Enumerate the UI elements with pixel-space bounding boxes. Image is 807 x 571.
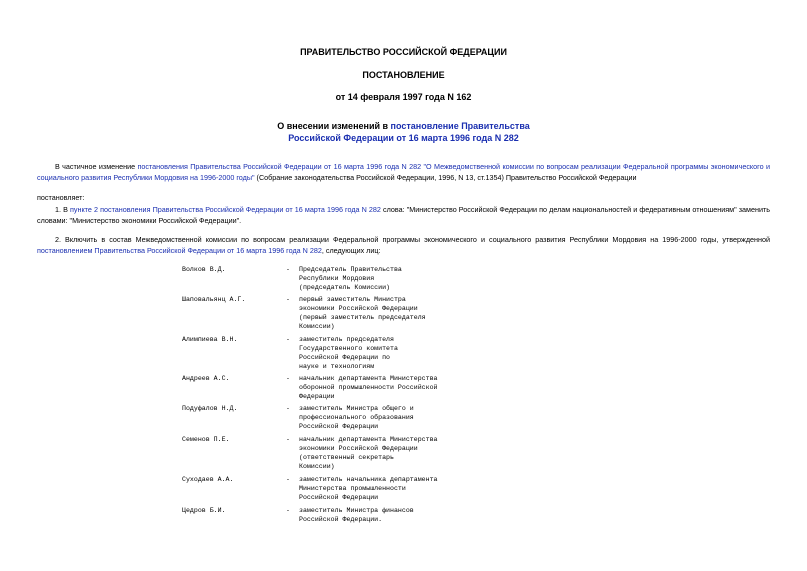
position-line: заместитель начальника департамента <box>299 476 438 483</box>
item-2-text-start: 2. Включить в состав Межведомственной комиссии по вопросам реализации Федеральной программы экономического и социального развития Республики Мордовия на 1996-2000 годы, утвержденной <box>55 235 770 244</box>
document-title-prefix: О внесении изменений в <box>277 121 391 131</box>
member-name: Подуфалов Н.Д. <box>182 405 238 412</box>
preamble-paragraph <box>37 162 770 183</box>
position-line: Российской Федерации по <box>299 353 391 361</box>
document-type: ПОСТАНОВЛЕНИЕ <box>362 70 445 80</box>
position-line: (первый заместитель председателя <box>299 313 426 321</box>
position-line: Комиссии) <box>299 322 335 330</box>
position-line: оборонной промышленности Российской <box>299 383 438 391</box>
position-line: первый заместитель Министра <box>299 296 406 303</box>
item-1-text-start: 1. В <box>55 205 70 214</box>
member-name: Алимпиева В.Н. <box>182 336 238 343</box>
position-line: Российской Федерации. <box>299 515 383 523</box>
member-dash: - <box>286 336 290 343</box>
member-name: Цедров Б.И. <box>182 507 226 514</box>
position-line: заместитель Министра общего и <box>299 405 414 412</box>
item-2-link[interactable]: постановлением Правительства Российской Федерации от 16 марта 1996 года N 282 <box>37 245 322 255</box>
member-name: Шаповальянц А.Г. <box>182 296 246 303</box>
resolves-text: постановляет: <box>37 193 85 202</box>
member-position <box>299 476 484 503</box>
item-1-paragraph <box>37 205 770 226</box>
position-line: Федерации <box>299 392 335 400</box>
member-position <box>299 507 484 525</box>
member-dash: - <box>286 296 290 303</box>
member-name: Андреев А.С. <box>182 375 230 382</box>
title-link-line1[interactable]: постановление Правительства <box>390 121 530 131</box>
member-name: Волков В.Д. <box>182 266 226 273</box>
member-position <box>299 296 484 332</box>
member-dash: - <box>286 266 290 273</box>
member-position <box>299 375 484 402</box>
position-line: Российской Федерации <box>299 422 379 430</box>
position-line: Комиссии) <box>299 462 335 470</box>
member-position <box>299 266 484 293</box>
position-line: Председатель Правительства <box>299 266 402 273</box>
item-2-text-end: , следующих лиц: <box>321 245 381 255</box>
member-name: Суходаев А.А. <box>182 476 234 483</box>
position-line: экономики Российской Федерации <box>299 444 418 452</box>
member-dash: - <box>286 476 290 483</box>
member-position <box>299 336 484 372</box>
member-dash: - <box>286 436 290 443</box>
member-name: Семенов П.Е. <box>182 436 230 443</box>
position-line: начальник департамента Министерства <box>299 375 438 382</box>
position-line: Российской Федерации <box>299 493 379 501</box>
position-line: Министерства промышленности <box>299 484 406 492</box>
position-line: Государственного комитета <box>299 344 398 352</box>
document-title <box>0 120 807 144</box>
member-dash: - <box>286 375 290 382</box>
document-date-number: от 14 февраля 1997 года N 162 <box>335 92 472 102</box>
member-position <box>299 436 484 472</box>
item-1-text-end: слова: "Министерство Российской Федерации по делам национальностей и федеративным отношениям" заменить словами: "Министерство экономики Российской Федерации". <box>37 205 770 225</box>
item-2-paragraph <box>37 235 770 256</box>
preamble-text-start: В частичное изменение <box>55 162 138 171</box>
position-line: заместитель Министра финансов <box>299 507 414 514</box>
government-heading: ПРАВИТЕЛЬСТВО РОССИЙСКОЙ ФЕДЕРАЦИИ <box>300 47 507 57</box>
position-line: Республики Мордовия <box>299 274 375 282</box>
preamble-text-end: (Собрание законодательства Российской Федерации, 1996, N 13, ст.1354) Правительство Российской Федерации <box>254 172 637 182</box>
member-position <box>299 405 484 432</box>
item-1-link[interactable]: пункте 2 постановления Правительства Российской Федерации от 16 марта 1996 года N 282 <box>70 205 381 214</box>
title-link-line2[interactable]: Российской Федерации от 16 марта 1996 года N 282 <box>288 133 519 143</box>
position-line: (председатель Комиссии) <box>299 283 391 291</box>
member-dash: - <box>286 507 290 514</box>
member-dash: - <box>286 405 290 412</box>
position-line: начальник департамента Министерства <box>299 436 438 443</box>
position-line: науке и технологиям <box>299 362 375 370</box>
position-line: экономики Российской Федерации <box>299 304 418 312</box>
position-line: профессионального образования <box>299 413 414 421</box>
position-line: заместитель председателя <box>299 336 394 343</box>
preamble-link[interactable]: постановления Правительства Российской Федерации от 16 марта 1996 года N 282 "О Межведомственной комиссии по вопросам реализации Федеральной программы экономического и социального развития Республики Мордовия на 1996-2000 годы" <box>37 162 770 182</box>
position-line: (ответственный секретарь <box>299 453 394 461</box>
